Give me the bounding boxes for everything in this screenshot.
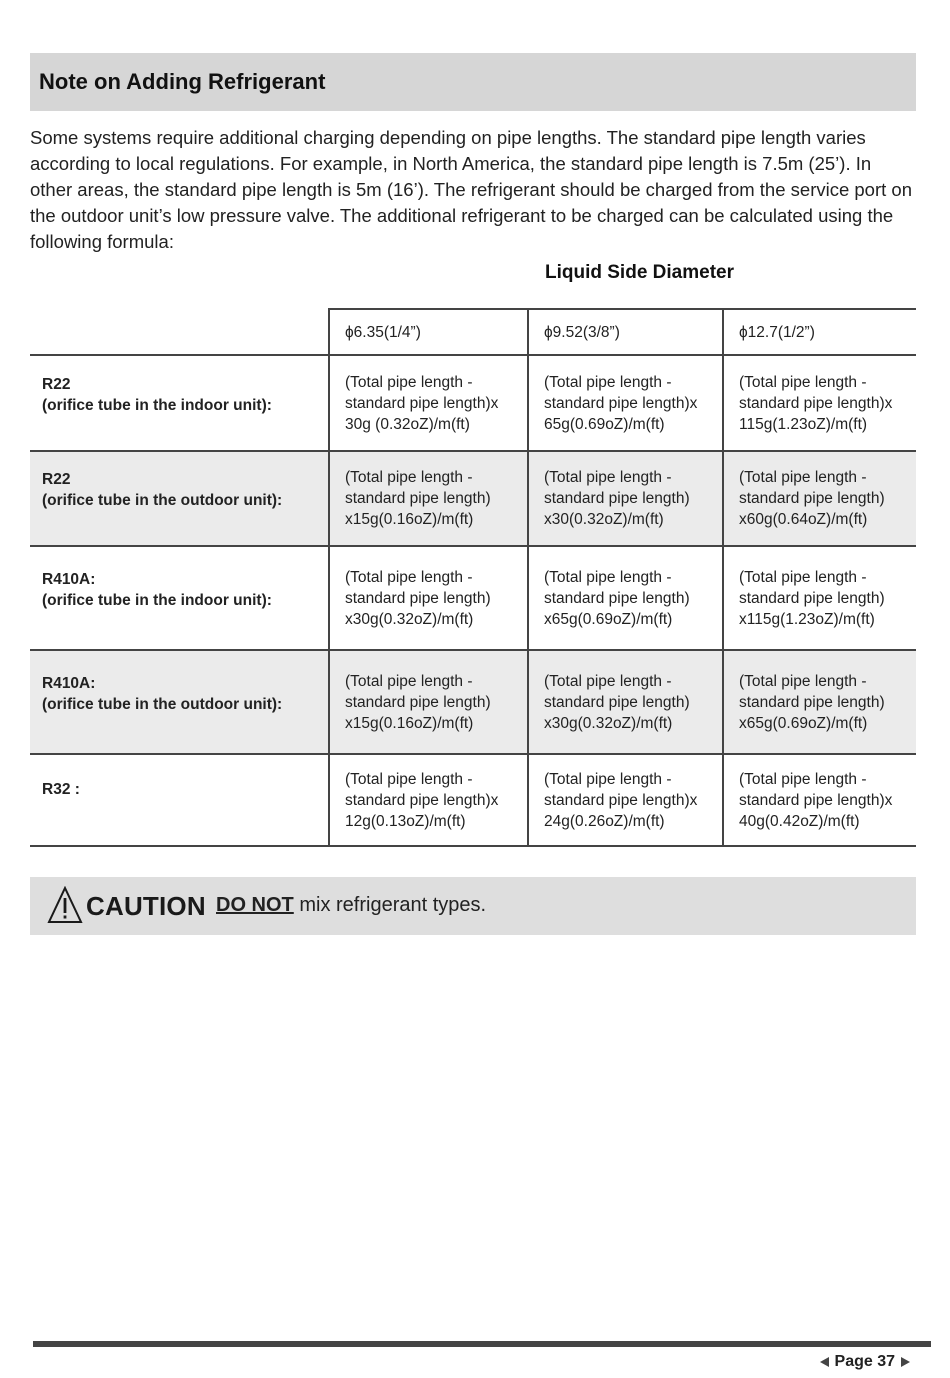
formula-line: (Total pipe length - [739, 469, 867, 486]
formula-line: (Total pipe length - [345, 469, 473, 486]
row-label-line: (orifice tube in the indoor unit): [42, 591, 272, 609]
formula-line: standard pipe length) [544, 589, 690, 607]
formula-line: standard pipe length)x [739, 792, 893, 809]
column-header-6-35: ϕ6.35(1/4”) [329, 309, 528, 355]
formula-line: (Total pipe length - [739, 373, 867, 391]
row-label [30, 451, 329, 546]
table-row [30, 451, 916, 546]
formula-cell-12-7 [723, 650, 916, 754]
caution-message [216, 894, 486, 917]
formula-line: (Total pipe length - [544, 469, 672, 486]
formula-line: standard pipe length)x [739, 394, 893, 412]
formula-line: 12g(0.13oZ)/m(ft) [345, 813, 466, 830]
table-row [30, 650, 916, 754]
row-label-line: R410A: [42, 570, 96, 588]
formula-line: 65g(0.69oZ)/m(ft) [544, 415, 665, 433]
formula-cell-9-52 [528, 546, 723, 650]
row-label [30, 355, 329, 451]
formula-line: x30(0.32oZ)/m(ft) [544, 511, 664, 528]
formula-line: (Total pipe length - [544, 568, 672, 586]
formula-line: standard pipe length) [739, 490, 885, 507]
row-label [30, 754, 329, 846]
formula-line: standard pipe length) [345, 589, 491, 607]
row-label-line: (orifice tube in the outdoor unit): [42, 695, 283, 713]
formula-line: x65g(0.69oZ)/m(ft) [544, 610, 673, 628]
formula-line: x15g(0.16oZ)/m(ft) [345, 511, 474, 528]
formula-line: 30g (0.32oZ)/m(ft) [345, 415, 470, 433]
warning-triangle-icon [47, 886, 83, 924]
row-label [30, 650, 329, 754]
formula-line: standard pipe length)x [544, 792, 698, 809]
formula-line: x30g(0.32oZ)/m(ft) [544, 714, 673, 732]
formula-cell-6-35 [329, 754, 528, 846]
formula-line: x65g(0.69oZ)/m(ft) [739, 714, 868, 732]
formula-line: x30g(0.32oZ)/m(ft) [345, 610, 474, 628]
formula-line: standard pipe length)x [345, 792, 499, 809]
formula-line: (Total pipe length - [739, 672, 867, 690]
column-header-12-7: ϕ12.7(1/2”) [723, 309, 916, 355]
formula-cell-12-7 [723, 451, 916, 546]
formula-line: 24g(0.26oZ)/m(ft) [544, 813, 665, 830]
formula-line: standard pipe length) [544, 490, 690, 507]
page-navigation [820, 1350, 910, 1374]
table-row [30, 754, 916, 846]
section-title: Note on Adding Refrigerant [39, 69, 326, 94]
formula-line: standard pipe length) [739, 693, 885, 711]
formula-line: 40g(0.42oZ)/m(ft) [739, 813, 860, 830]
formula-line: standard pipe length)x [345, 394, 499, 412]
formula-cell-9-52 [528, 754, 723, 846]
triangle-right-icon[interactable] [901, 1357, 910, 1367]
row-label-line: (orifice tube in the indoor unit): [42, 396, 272, 414]
formula-cell-6-35 [329, 546, 528, 650]
header-blank-cell [30, 309, 329, 355]
formula-line: (Total pipe length - [345, 568, 473, 586]
formula-cell-12-7 [723, 355, 916, 451]
table-title: Liquid Side Diameter [545, 262, 734, 283]
caution-emphasis: DO NOT [216, 894, 294, 916]
formula-line: (Total pipe length - [345, 373, 473, 391]
caution-text: mix refrigerant types. [293, 894, 487, 916]
row-label-line: R410A: [42, 674, 96, 692]
formula-line: standard pipe length)x [544, 394, 698, 412]
formula-cell-9-52 [528, 355, 723, 451]
refrigerant-table [30, 308, 916, 847]
table-row [30, 355, 916, 451]
formula-cell-6-35 [329, 451, 528, 546]
formula-cell-12-7 [723, 754, 916, 846]
row-label-line: R22 [42, 375, 71, 393]
formula-line: standard pipe length) [345, 693, 491, 711]
row-label-line: R32 : [42, 781, 80, 798]
table-row [30, 546, 916, 650]
formula-line: standard pipe length) [544, 693, 690, 711]
row-label [30, 546, 329, 650]
formula-line: (Total pipe length - [345, 771, 473, 788]
table-header-row [30, 309, 916, 355]
formula-line: x60g(0.64oZ)/m(ft) [739, 511, 868, 528]
formula-cell-12-7 [723, 546, 916, 650]
formula-line: (Total pipe length - [544, 373, 672, 391]
formula-cell-6-35 [329, 355, 528, 451]
formula-line: (Total pipe length - [739, 568, 867, 586]
caution-label: CAUTION [86, 891, 206, 921]
formula-line: (Total pipe length - [739, 771, 867, 788]
formula-line: x15g(0.16oZ)/m(ft) [345, 714, 474, 732]
row-label-line: (orifice tube in the outdoor unit): [42, 492, 283, 509]
formula-line: (Total pipe length - [544, 771, 672, 788]
footer-divider [33, 1341, 931, 1347]
formula-line: (Total pipe length - [544, 672, 672, 690]
formula-line: x115g(1.23oZ)/m(ft) [739, 610, 875, 628]
formula-line: 115g(1.23oZ)/m(ft) [739, 415, 868, 433]
triangle-left-icon[interactable] [820, 1357, 829, 1367]
formula-cell-6-35 [329, 650, 528, 754]
formula-cell-9-52 [528, 451, 723, 546]
caution-box [30, 877, 916, 935]
formula-line: (Total pipe length - [345, 672, 473, 690]
formula-line: standard pipe length) [739, 589, 885, 607]
column-header-9-52: ϕ9.52(3/8”) [528, 309, 723, 355]
formula-cell-9-52 [528, 650, 723, 754]
row-label-line: R22 [42, 471, 71, 488]
formula-line: standard pipe length) [345, 490, 491, 507]
section-header [30, 53, 916, 111]
intro-paragraph: Some systems require additional charging depending on pipe lengths. The standard pipe length varies according to local regulations. For example, in North America, the standard pipe length is 7.5m (25’). In other areas, the standard pipe length is 5m (16’). The refrigerant should be charged from the service port on the outdoor unit’s low pressure valve. The additional refrigerant to be charged can be calculated using the following formula: [30, 127, 912, 252]
page-number: Page 37 [834, 1353, 895, 1370]
